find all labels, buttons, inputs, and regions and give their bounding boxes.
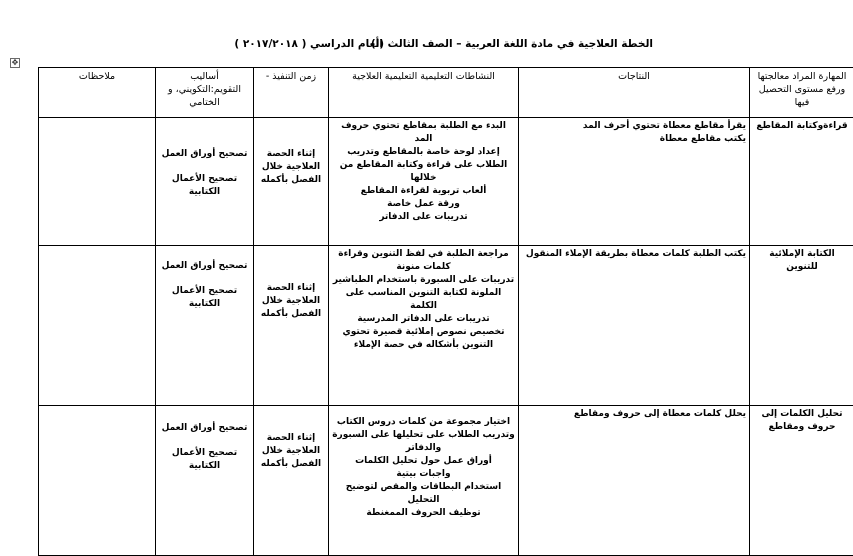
skill-cell: تحليل الكلمات إلى حروف ومقاطع [750,406,853,556]
document-title: الخطة العلاجية في مادة اللغة العربية – الصف الثالث (أ) [371,38,653,50]
outcome-item: يكتب الطلبة كلمات معطاة بطريقة الإملاء المنقول [522,248,746,261]
notes-cell [39,246,156,406]
assessment-cell [156,246,254,406]
activity-item: أوراق عمل حول تحليل الكلمات [332,455,515,468]
header-assessment: أساليب التقويم:التكويني، و الختامي [156,68,254,118]
assessment-item: تصحيح أوراق العمل [159,148,250,161]
header-skill: المهارة المراد معالجتها ورفع مستوى التحصيل فيها [750,68,853,118]
activities-cell [329,406,519,556]
activity-item: اختيار مجموعة من كلمات دروس الكتاب وتدريب الطلاب على تحليلها على السبورة والدفاتر [332,416,515,455]
skill-cell: الكتابة الإملائية للتنوين [750,246,853,406]
assessment-item: تصحيح أوراق العمل [159,422,250,435]
notes-cell [39,406,156,556]
remedial-plan-table [38,67,853,556]
activity-item: واجبات بيتية [332,468,515,481]
table-header-row [39,68,853,118]
outcomes-cell [519,406,750,556]
notes-cell [39,118,156,246]
assessment-cell [156,406,254,556]
table-row [39,246,853,406]
outcome-item: يقرأ مقاطع معطاة تحتوي أحرف المد [522,120,746,133]
activity-item: تخصيص نصوص إملائية قصيرة تحتوي التنوين بأشكاله في حصة الإملاء [332,326,515,352]
activity-item: استخدام البطاقات والمقص لتوضيح التحليل [332,481,515,507]
outcomes-cell [519,246,750,406]
time-cell: إثناء الحصة العلاجية خلال الفصل بأكمله [254,118,329,246]
activity-item: تدريبات على السبورة باستخدام الطباشير الملونة لكتابة التنوين المناسب على الكلمة [332,274,515,313]
assessment-item: تصحيح الأعمال الكتابية [159,173,250,199]
activity-item: ألعاب تربوية لقراءة المقاطع [332,185,515,198]
assessment-item: تصحيح الأعمال الكتابية [159,285,250,311]
time-cell: إثناء الحصة العلاجية خلال الفصل بأكمله [254,246,329,406]
assessment-item: تصحيح الأعمال الكتابية [159,447,250,473]
assessment-item: تصحيح أوراق العمل [159,260,250,273]
skill-cell: قراءةوكتابة المقاطع [750,118,853,246]
time-cell: إثناء الحصة العلاجية خلال الفصل بأكمله [254,406,329,556]
activity-item: مراجعة الطلبة في لفظ التنوين وقراءة كلمات منونة [332,248,515,274]
activity-item: تدريبات على الدفاتر المدرسية [332,313,515,326]
header-outcomes: النتاجات [519,68,750,118]
activity-item: البدء مع الطلبة بمقاطع تحتوي حروف المد [332,120,515,146]
academic-year: العام الدراسي ( ٢٠١٧/٢٠١٨ ) [234,38,383,50]
table-move-handle-icon[interactable]: ✥ [10,58,20,68]
table-row [39,406,853,556]
activity-item: ورقة عمل خاصة [332,198,515,211]
activity-item: تدريبات على الدفاتر [332,211,515,224]
outcome-item: يحلل كلمات معطاة إلى حروف ومقاطع [522,408,746,421]
activity-item: إعداد لوحة خاصة بالمقاطع وتدريب الطلاب على قراءة وكتابة المقاطع من خلالها [332,146,515,185]
activities-cell [329,118,519,246]
header-activities: النشاطات التعليمية التعليمية العلاجية [329,68,519,118]
document-header [0,38,853,54]
header-notes: ملاحظات [39,68,156,118]
activities-cell [329,246,519,406]
assessment-cell [156,118,254,246]
outcomes-cell [519,118,750,246]
table-row [39,118,853,246]
activity-item: توظيف الحروف الممغنطة [332,507,515,520]
header-time: زمن التنفيذ - [254,68,329,118]
outcome-item: يكتب مقاطع معطاة [522,133,746,146]
